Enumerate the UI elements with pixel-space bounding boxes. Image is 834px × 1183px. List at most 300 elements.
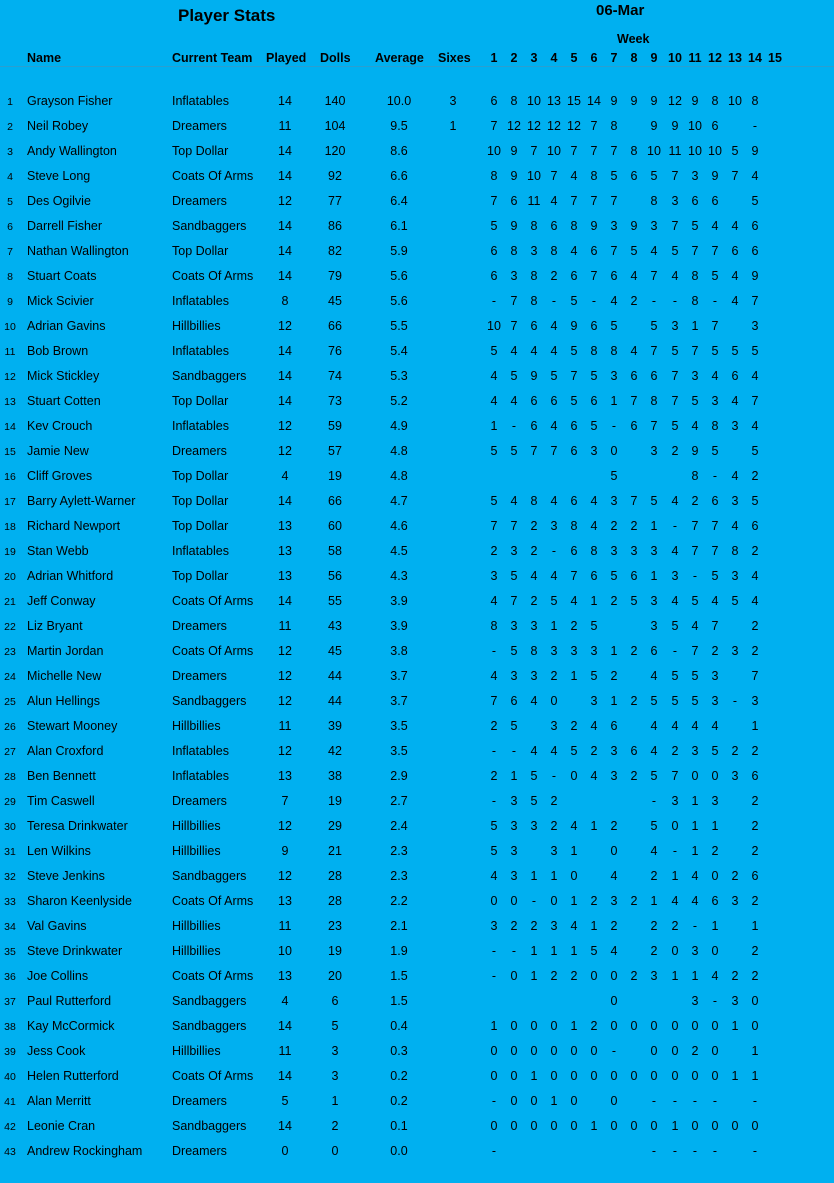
week-score-cell: 0 [671, 1069, 679, 1083]
dolls-cell: 44 [328, 694, 342, 708]
dolls-cell: 23 [328, 919, 342, 933]
week-score-cell: 4 [711, 594, 719, 608]
week-score-cell: 2 [650, 919, 658, 933]
week-score-cell: 6 [751, 519, 759, 533]
player-name: Ben Bennett [27, 769, 96, 783]
sixes-cell: 3 [449, 94, 457, 108]
week-score-cell: 2 [610, 669, 618, 683]
row-index: 8 [7, 271, 13, 283]
week-score-cell: 0 [691, 1069, 699, 1083]
table-row [0, 1069, 834, 1094]
week-score-cell: 0 [630, 1069, 638, 1083]
week-score-cell: 4 [751, 169, 759, 183]
week-score-cell: 2 [630, 894, 638, 908]
row-index: 39 [4, 1046, 16, 1058]
week-score-cell: 7 [691, 644, 699, 658]
week-score-cell: 5 [671, 669, 679, 683]
week-score-cell: 0 [711, 869, 719, 883]
week-score-cell: 1 [570, 844, 578, 858]
week-score-cell: 3 [590, 444, 598, 458]
week-score-cell: 2 [731, 869, 739, 883]
table-row [0, 919, 834, 944]
player-team: Dreamers [172, 119, 227, 133]
week-score-cell: 1 [751, 1044, 759, 1058]
week-score-cell: 4 [550, 569, 558, 583]
table-row [0, 369, 834, 394]
table-row [0, 569, 834, 594]
week-score-cell: - [712, 1144, 718, 1158]
week-score-cell: 6 [731, 244, 739, 258]
player-team: Dreamers [172, 1094, 227, 1108]
week-score-cell: 9 [751, 269, 759, 283]
week-score-cell: 4 [510, 494, 518, 508]
week-score-cell: 0 [590, 1069, 598, 1083]
week-score-cell: 0 [510, 1119, 518, 1133]
played-cell: 14 [278, 494, 292, 508]
table-row [0, 1019, 834, 1044]
week-score-cell: 1 [530, 1069, 538, 1083]
row-index: 15 [4, 446, 16, 458]
week-score-cell: 3 [731, 644, 739, 658]
week-score-cell: 1 [711, 819, 719, 833]
week-score-cell: 0 [570, 1094, 578, 1108]
week-score-cell: 5 [490, 344, 498, 358]
player-team: Coats Of Arms [172, 1069, 254, 1083]
played-cell: 4 [281, 994, 289, 1008]
week-score-cell: 0 [671, 819, 679, 833]
week-score-cell: 4 [490, 394, 498, 408]
table-row [0, 719, 834, 744]
week-score-cell: 5 [671, 419, 679, 433]
player-team: Hillbillies [172, 1044, 221, 1058]
week-score-cell: 3 [530, 244, 538, 258]
page-title: Player Stats [178, 6, 276, 25]
week-score-cell: 2 [751, 969, 759, 983]
week-score-cell: 1 [610, 644, 618, 658]
dolls-cell: 58 [328, 544, 342, 558]
header-week-4: 4 [550, 51, 558, 65]
week-score-cell: 0 [671, 1044, 679, 1058]
week-score-cell: 4 [530, 569, 538, 583]
dolls-cell: 74 [328, 369, 342, 383]
week-score-cell: 0 [510, 1069, 518, 1083]
week-score-cell: 5 [610, 169, 618, 183]
week-score-cell: 4 [671, 594, 679, 608]
week-score-cell: 2 [711, 844, 719, 858]
dolls-cell: 39 [328, 719, 342, 733]
week-score-cell: 2 [570, 969, 578, 983]
week-score-cell: 2 [630, 969, 638, 983]
week-score-cell: 2 [490, 719, 498, 733]
week-score-cell: 6 [711, 119, 719, 133]
week-score-cell: 8 [751, 94, 759, 108]
dolls-cell: 59 [328, 419, 342, 433]
played-cell: 13 [278, 969, 292, 983]
week-score-cell: 2 [590, 744, 598, 758]
dolls-cell: 76 [328, 344, 342, 358]
week-score-cell: 7 [510, 519, 518, 533]
week-score-cell: 6 [630, 369, 638, 383]
player-name: Andy Wallington [27, 144, 117, 158]
week-score-cell: 3 [671, 569, 679, 583]
week-score-cell: 7 [490, 119, 498, 133]
player-name: Cliff Groves [27, 469, 93, 483]
week-score-cell: 7 [550, 444, 558, 458]
week-score-cell: 6 [490, 244, 498, 258]
week-score-cell: 2 [731, 969, 739, 983]
week-score-cell: 3 [510, 544, 518, 558]
average-cell: 5.2 [390, 394, 408, 408]
week-score-cell: 2 [550, 819, 558, 833]
week-score-cell: 9 [530, 369, 538, 383]
week-score-cell: 5 [711, 269, 719, 283]
week-score-cell: 9 [610, 94, 618, 108]
header-week-11: 11 [688, 51, 702, 65]
week-score-cell: 4 [751, 419, 759, 433]
row-index: 30 [4, 821, 16, 833]
table-row [0, 244, 834, 269]
week-score-cell: 6 [711, 494, 719, 508]
week-score-cell: 0 [610, 994, 618, 1008]
average-cell: 4.8 [390, 469, 408, 483]
week-score-cell: 4 [731, 519, 739, 533]
week-score-cell: 11 [668, 144, 682, 158]
week-score-cell: 5 [490, 219, 498, 233]
week-score-cell: 5 [570, 394, 578, 408]
week-score-cell: 2 [610, 919, 618, 933]
week-score-cell: 6 [731, 369, 739, 383]
average-cell: 0.3 [390, 1044, 408, 1058]
week-score-cell: 2 [550, 969, 558, 983]
player-team: Inflatables [172, 94, 229, 108]
player-name: Alan Croxford [27, 744, 104, 758]
week-score-cell: 1 [570, 894, 578, 908]
week-score-cell: 2 [550, 269, 558, 283]
table-row [0, 319, 834, 344]
week-score-cell: 8 [510, 94, 518, 108]
week-score-cell: 4 [550, 194, 558, 208]
average-cell: 2.2 [390, 894, 408, 908]
row-index: 11 [4, 346, 16, 358]
week-score-cell: 3 [650, 544, 658, 558]
week-score-cell: 6 [691, 194, 699, 208]
week-score-cell: 0 [610, 1069, 618, 1083]
played-cell: 12 [278, 869, 292, 883]
played-cell: 11 [278, 919, 292, 933]
week-score-cell: 8 [610, 344, 618, 358]
played-cell: 13 [278, 544, 292, 558]
average-cell: 5.9 [390, 244, 408, 258]
week-score-cell: 3 [671, 794, 679, 808]
player-team: Dreamers [172, 1144, 227, 1158]
week-score-cell: 4 [590, 719, 598, 733]
week-score-cell: 0 [691, 1019, 699, 1033]
week-score-cell: 6 [610, 269, 618, 283]
row-index: 40 [4, 1071, 16, 1083]
week-score-cell: 0 [510, 1044, 518, 1058]
week-score-cell: 5 [490, 444, 498, 458]
week-score-cell: 8 [731, 544, 739, 558]
week-score-cell: 3 [610, 544, 618, 558]
week-score-cell: 7 [610, 144, 618, 158]
week-score-cell: 12 [507, 119, 521, 133]
week-score-cell: 13 [547, 94, 561, 108]
week-score-cell: 0 [530, 1019, 538, 1033]
row-index: 2 [7, 121, 13, 133]
week-score-cell: - [531, 894, 537, 908]
table-row [0, 619, 834, 644]
player-team: Coats Of Arms [172, 894, 254, 908]
table-row [0, 819, 834, 844]
player-name: Stan Webb [27, 544, 89, 558]
dolls-cell: 57 [328, 444, 342, 458]
week-score-cell: 0 [570, 1119, 578, 1133]
player-name: Kev Crouch [27, 419, 93, 433]
week-score-cell: 2 [691, 494, 699, 508]
dolls-cell: 77 [328, 194, 342, 208]
week-score-cell: - [651, 1144, 657, 1158]
week-score-cell: 1 [590, 819, 598, 833]
week-score-cell: - [672, 294, 678, 308]
week-score-cell: 4 [671, 544, 679, 558]
week-score-cell: - [511, 944, 517, 958]
week-score-cell: 7 [671, 219, 679, 233]
player-team: Dreamers [172, 794, 227, 808]
week-score-cell: 7 [650, 269, 658, 283]
week-score-cell: 9 [650, 119, 658, 133]
table-row [0, 1044, 834, 1069]
week-score-cell: 4 [731, 469, 739, 483]
played-cell: 13 [278, 519, 292, 533]
week-score-cell: 7 [751, 294, 759, 308]
week-score-cell: 5 [751, 344, 759, 358]
week-score-cell: 7 [570, 369, 578, 383]
average-cell: 5.6 [390, 294, 408, 308]
row-index: 23 [4, 646, 16, 658]
week-score-cell: 2 [630, 294, 638, 308]
week-score-cell: 1 [550, 619, 558, 633]
week-score-cell: 2 [550, 669, 558, 683]
player-team: Inflatables [172, 294, 229, 308]
row-index: 20 [4, 571, 16, 583]
player-team: Sandbaggers [172, 369, 247, 383]
week-score-cell: 2 [590, 1019, 598, 1033]
week-score-cell: 8 [691, 294, 699, 308]
week-score-cell: 2 [630, 694, 638, 708]
played-cell: 11 [278, 719, 292, 733]
week-score-cell: 5 [671, 619, 679, 633]
week-score-cell: 4 [650, 744, 658, 758]
week-score-cell: 6 [630, 744, 638, 758]
dolls-cell: 66 [328, 494, 342, 508]
average-cell: 2.3 [390, 844, 408, 858]
row-index: 3 [7, 146, 13, 158]
player-team: Hillbillies [172, 919, 221, 933]
dolls-cell: 19 [328, 469, 342, 483]
week-score-cell: 8 [650, 394, 658, 408]
week-score-cell: 2 [731, 744, 739, 758]
week-score-cell: 7 [650, 344, 658, 358]
table-row [0, 544, 834, 569]
week-score-cell: 5 [490, 844, 498, 858]
week-score-cell: 4 [490, 669, 498, 683]
average-cell: 2.3 [390, 869, 408, 883]
week-score-cell: 8 [570, 519, 578, 533]
week-score-cell: 3 [530, 619, 538, 633]
week-score-cell: - [591, 294, 597, 308]
week-score-cell: 3 [691, 944, 699, 958]
week-score-cell: 7 [691, 519, 699, 533]
week-score-cell: 5 [751, 494, 759, 508]
week-score-cell: 5 [731, 144, 739, 158]
row-index: 28 [4, 771, 16, 783]
header-week-1: 1 [490, 51, 498, 65]
row-index: 22 [4, 621, 16, 633]
table-row [0, 1119, 834, 1144]
table-row [0, 669, 834, 694]
week-score-cell: 4 [550, 744, 558, 758]
average-cell: 4.7 [390, 494, 408, 508]
week-score-cell: 0 [590, 1044, 598, 1058]
average-cell: 10.0 [386, 94, 412, 108]
week-score-cell: 5 [610, 469, 618, 483]
week-score-cell: - [651, 794, 657, 808]
week-score-cell: 3 [731, 769, 739, 783]
player-name: Steve Long [27, 169, 91, 183]
week-score-cell: 7 [590, 144, 598, 158]
week-score-cell: 7 [751, 669, 759, 683]
player-team: Hillbillies [172, 719, 221, 733]
week-score-cell: 4 [691, 894, 699, 908]
week-score-cell: 10 [647, 144, 661, 158]
week-score-cell: 0 [610, 444, 618, 458]
player-team: Top Dollar [172, 244, 229, 258]
week-score-cell: 1 [671, 969, 679, 983]
week-score-cell: 0 [510, 969, 518, 983]
week-score-cell: 3 [550, 719, 558, 733]
week-score-cell: 6 [630, 169, 638, 183]
average-cell: 0.4 [390, 1019, 408, 1033]
week-score-cell: 12 [668, 94, 682, 108]
week-score-cell: 2 [751, 794, 759, 808]
dolls-cell: 45 [328, 294, 342, 308]
played-cell: 0 [281, 1144, 289, 1158]
player-team: Sandbaggers [172, 869, 247, 883]
week-score-cell: 5 [510, 369, 518, 383]
week-score-cell: - [672, 1094, 678, 1108]
week-score-cell: 7 [550, 169, 558, 183]
table-row [0, 1144, 834, 1169]
week-score-cell: - [551, 544, 557, 558]
average-cell: 4.3 [390, 569, 408, 583]
week-score-cell: 3 [530, 819, 538, 833]
week-score-cell: 3 [751, 694, 759, 708]
header-week-12: 12 [708, 51, 722, 65]
player-name: Alun Hellings [27, 694, 100, 708]
week-score-cell: 4 [731, 394, 739, 408]
week-score-cell: 7 [490, 519, 498, 533]
week-score-cell: 6 [590, 244, 598, 258]
player-team: Coats Of Arms [172, 269, 254, 283]
week-score-cell: - [491, 944, 497, 958]
dolls-cell: 3 [331, 1069, 339, 1083]
week-score-cell: 3 [590, 644, 598, 658]
week-score-cell: 2 [530, 594, 538, 608]
week-score-cell: 7 [711, 544, 719, 558]
average-cell: 5.5 [390, 319, 408, 333]
week-score-cell: 7 [570, 144, 578, 158]
week-score-cell: - [692, 919, 698, 933]
week-score-cell: 2 [590, 894, 598, 908]
player-name: Liz Bryant [27, 619, 83, 633]
week-score-cell: 0 [570, 769, 578, 783]
week-score-cell: 8 [530, 294, 538, 308]
week-score-cell: 5 [510, 719, 518, 733]
week-score-cell: 8 [630, 144, 638, 158]
played-cell: 12 [278, 419, 292, 433]
week-score-cell: - [491, 794, 497, 808]
week-score-cell: 4 [751, 594, 759, 608]
week-score-cell: 0 [711, 1019, 719, 1033]
table-row [0, 944, 834, 969]
week-score-cell: 0 [550, 1069, 558, 1083]
week-score-cell: - [672, 519, 678, 533]
player-team: Top Dollar [172, 394, 229, 408]
row-index: 31 [4, 846, 16, 858]
player-name: Tim Caswell [27, 794, 95, 808]
week-score-cell: 7 [711, 319, 719, 333]
week-score-cell: 5 [671, 344, 679, 358]
week-score-cell: 9 [671, 119, 679, 133]
week-score-cell: 3 [610, 369, 618, 383]
week-score-cell: 1 [550, 869, 558, 883]
sixes-cell: 1 [449, 119, 457, 133]
row-index: 7 [7, 246, 13, 258]
week-score-cell: 7 [650, 419, 658, 433]
week-score-cell: 8 [490, 619, 498, 633]
week-score-cell: 8 [550, 244, 558, 258]
header-week-13: 13 [728, 51, 742, 65]
header-week-6: 6 [590, 51, 598, 65]
player-name: Val Gavins [27, 919, 87, 933]
week-score-cell: 4 [550, 319, 558, 333]
dolls-cell: 20 [328, 969, 342, 983]
week-score-cell: 3 [650, 619, 658, 633]
week-score-cell: 9 [711, 169, 719, 183]
week-score-cell: 6 [490, 94, 498, 108]
week-score-cell: 11 [527, 194, 541, 208]
week-score-cell: 3 [650, 969, 658, 983]
header-week-8: 8 [630, 51, 638, 65]
player-team: Inflatables [172, 344, 229, 358]
player-name: Leonie Cran [27, 1119, 96, 1133]
week-score-cell: 2 [671, 919, 679, 933]
week-score-cell: 6 [530, 319, 538, 333]
player-name: Jeff Conway [27, 594, 96, 608]
week-score-cell: 8 [590, 544, 598, 558]
week-score-cell: 3 [630, 544, 638, 558]
player-team: Hillbillies [172, 944, 221, 958]
week-score-cell: 3 [510, 844, 518, 858]
table-row [0, 419, 834, 444]
week-score-cell: 5 [650, 494, 658, 508]
player-team: Top Dollar [172, 569, 229, 583]
played-cell: 11 [278, 1044, 292, 1058]
played-cell: 12 [278, 669, 292, 683]
week-score-cell: 2 [650, 869, 658, 883]
played-cell: 14 [278, 394, 292, 408]
week-score-cell: 4 [711, 369, 719, 383]
